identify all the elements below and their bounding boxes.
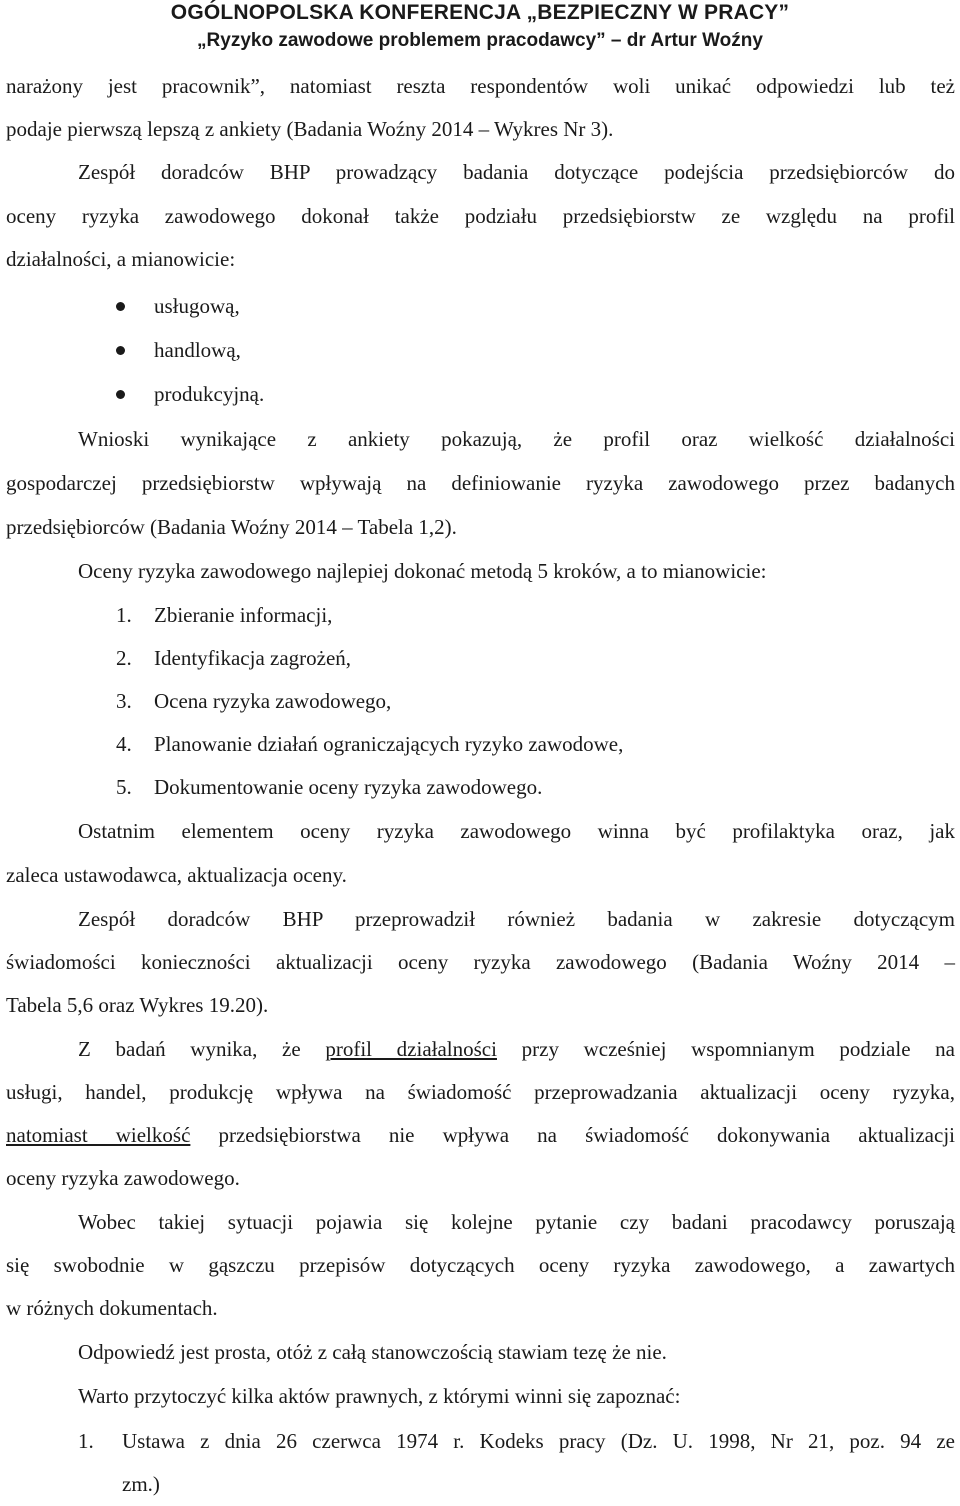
list-item: Ustawa z dnia 26 czerwca 1974 r. Kodeks pracy (Dz. U. 1998, Nr 21, poz. 94 ze: [122, 1429, 955, 1453]
list-item: Zbieranie informacji,: [154, 603, 333, 627]
text-line: [6, 1114, 955, 1157]
list-number: 5.: [116, 775, 132, 799]
text-line: Wobec takiej sytuacji pojawia się kolejne pytanie czy badani pracodawcy poruszają: [78, 1210, 955, 1234]
text-line: Tabela 5,6 oraz Wykres 19.20).: [6, 993, 269, 1017]
text-line: Zespół doradców BHP prowadzący badania dotyczące podejścia przedsiębiorców do: [78, 160, 955, 184]
text-run: Z badań wynika, że: [78, 1037, 326, 1061]
text-line: zaleca ustawodawca, aktualizacja oceny.: [6, 863, 347, 887]
list-number: 1.: [78, 1429, 94, 1453]
list-item: Dokumentowanie oceny ryzyka zawodowego.: [154, 775, 543, 799]
list-number: 1.: [116, 603, 132, 627]
underlined-phrase: natomiast wielkość: [6, 1123, 191, 1147]
text-line: działalności, a mianowicie:: [6, 247, 236, 271]
conference-subtitle: „Ryzyko zawodowe problemem pracodawcy” – dr Artur Woźny: [197, 30, 763, 51]
bullet-icon: [116, 346, 125, 355]
bullet-icon: [116, 302, 125, 311]
text-run: przedsiębiorstwa nie wpływa na świadomość dokonywania aktualizacji: [190, 1123, 955, 1147]
text-line: narażony jest pracownik”, natomiast reszta respondentów woli unikać odpowiedzi lub też: [6, 74, 955, 98]
text-line: Ostatnim elementem oceny ryzyka zawodowego winna być profilaktyka oraz, jak: [78, 819, 955, 843]
bullet-icon: [116, 390, 125, 399]
list-item-continuation: zm.): [122, 1472, 160, 1496]
text-line: oceny ryzyka zawodowego dokonał także podziału przedsiębiorstw ze względu na profil: [6, 204, 955, 228]
text-line: oceny ryzyka zawodowego.: [6, 1166, 240, 1190]
list-number: 2.: [116, 646, 132, 670]
text-run: przy wcześniej wspomnianym podziale na: [496, 1037, 956, 1061]
text-line: Odpowiedź jest prosta, otóż z całą stanowczością stawiam tezę że nie.: [78, 1340, 667, 1364]
list-item: usługową,: [154, 294, 240, 318]
list-number: 4.: [116, 732, 132, 756]
text-line: przedsiębiorców (Badania Woźny 2014 – Tabela 1,2).: [6, 515, 457, 539]
list-item: Identyfikacja zagrożeń,: [154, 646, 352, 670]
text-line: się swobodnie w gąszczu przepisów dotyczących oceny ryzyka zawodowego, a zawartych: [6, 1253, 955, 1277]
list-number: 3.: [116, 689, 132, 713]
text-line: gospodarczej przedsiębiorstw wpływają na definiowanie ryzyka zawodowego przez badanych: [6, 471, 955, 495]
list-item: Ocena ryzyka zawodowego,: [154, 689, 392, 713]
text-line: [78, 1028, 955, 1071]
list-item: handlową,: [154, 338, 241, 362]
list-item: Planowanie działań ograniczających ryzyko zawodowe,: [154, 732, 624, 756]
text-line: Zespół doradców BHP przeprowadził również badania w zakresie dotyczącym: [78, 907, 955, 931]
text-line: podaje pierwszą lepszą z ankiety (Badania Woźny 2014 – Wykres Nr 3).: [6, 117, 614, 141]
text-line: Warto przytoczyć kilka aktów prawnych, z którymi winni się zapoznać:: [78, 1384, 681, 1408]
underlined-phrase: profil działalności: [325, 1037, 497, 1061]
list-item: produkcyjną.: [154, 382, 265, 406]
text-line: usługi, handel, produkcję wpływa na świadomość przeprowadzania aktualizacji oceny ryzyka,: [6, 1080, 955, 1104]
text-line: świadomości konieczności aktualizacji oceny ryzyka zawodowego (Badania Woźny 2014 –: [6, 950, 955, 974]
text-line: Oceny ryzyka zawodowego najlepiej dokonać metodą 5 kroków, a to mianowicie:: [78, 559, 767, 583]
conference-title: OGÓLNOPOLSKA KONFERENCJA „BEZPIECZNY W PRACY”: [170, 1, 790, 24]
text-line: w różnych dokumentach.: [6, 1296, 218, 1320]
text-line: Wnioski wynikające z ankiety pokazują, że profil oraz wielkość działalności: [78, 427, 955, 451]
